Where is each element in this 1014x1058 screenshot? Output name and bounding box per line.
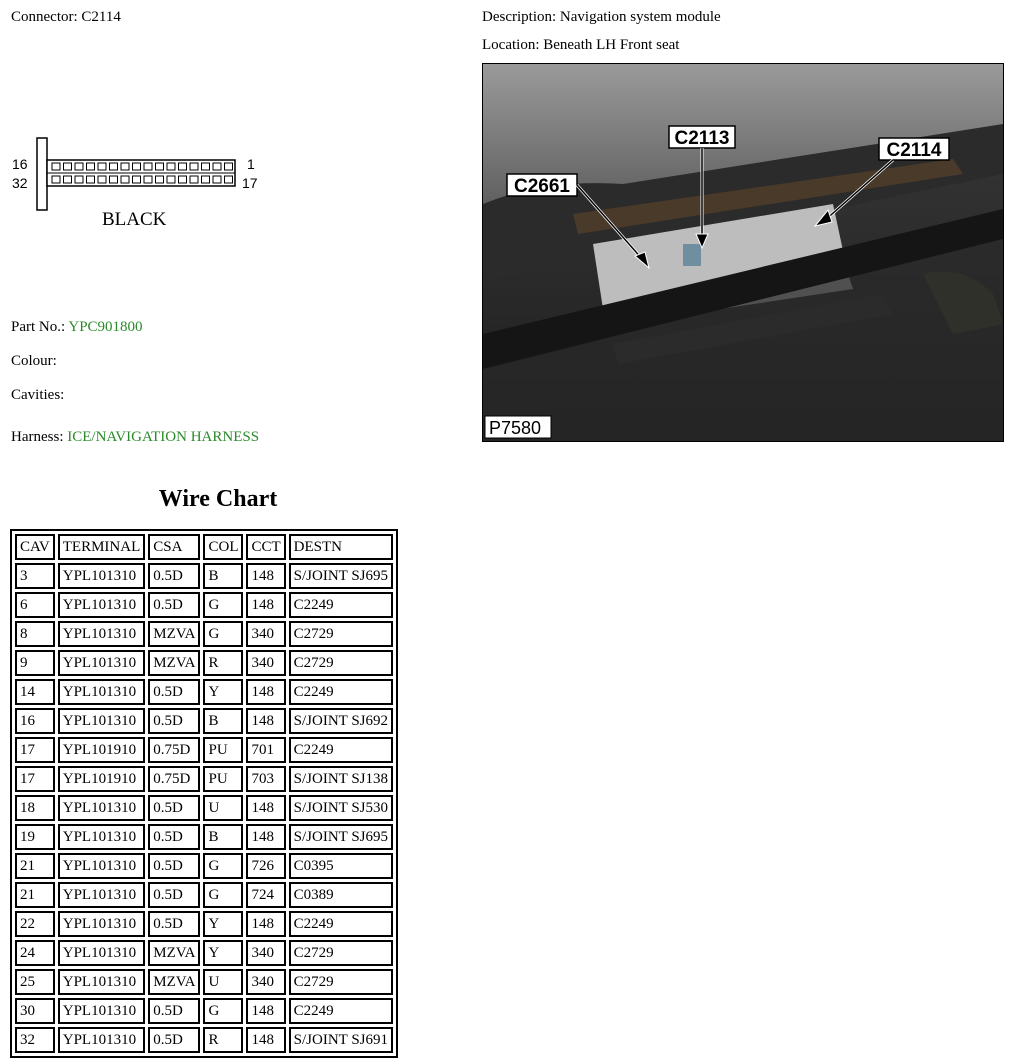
table-row — [15, 853, 393, 879]
table-cell: 22 — [15, 911, 55, 937]
description-value: Navigation system module — [559, 9, 721, 25]
table-row — [15, 969, 393, 995]
cavities-label: Cavities: — [11, 387, 65, 403]
connector-pin-cell — [110, 176, 118, 183]
table-cell: 0.75D — [148, 766, 200, 792]
table-cell: MZVA — [148, 650, 200, 676]
connector-pin-cell — [133, 176, 141, 183]
table-cell: S/JOINT SJ695 — [289, 824, 393, 850]
table-cell: R — [203, 1027, 243, 1053]
pin-label-1: 1 — [247, 156, 255, 172]
table-cell: S/JOINT SJ138 — [289, 766, 393, 792]
table-cell: U — [203, 969, 243, 995]
table-row — [15, 1027, 393, 1053]
connector-pin-cell — [98, 163, 106, 170]
table-header-row — [15, 534, 393, 560]
table-cell: 340 — [246, 969, 285, 995]
table-cell: G — [203, 998, 243, 1024]
table-cell: 17 — [15, 737, 55, 763]
table-cell: C0395 — [289, 853, 393, 879]
table-row — [15, 824, 393, 850]
table-cell: 0.5D — [148, 882, 200, 908]
table-cell: 724 — [246, 882, 285, 908]
table-cell: 0.5D — [148, 911, 200, 937]
table-cell: YPL101310 — [58, 650, 146, 676]
connector-pin-cell — [213, 163, 221, 170]
table-cell: 340 — [246, 940, 285, 966]
connector-pin-cell — [156, 176, 164, 183]
connector-pin-cell — [121, 163, 129, 170]
table-row — [15, 621, 393, 647]
connector-pin-cell — [179, 176, 187, 183]
table-cell: S/JOINT SJ692 — [289, 708, 393, 734]
table-cell: YPL101310 — [58, 853, 146, 879]
description-label: Description: — [482, 9, 557, 25]
connector-pin-cell — [144, 163, 152, 170]
table-row — [15, 940, 393, 966]
column-header: DESTN — [289, 534, 393, 560]
table-cell: S/JOINT SJ530 — [289, 795, 393, 821]
table-cell: C2729 — [289, 940, 393, 966]
table-cell: B — [203, 708, 243, 734]
harness-line — [11, 428, 259, 446]
table-cell: G — [203, 882, 243, 908]
table-cell: 148 — [246, 824, 285, 850]
connector-value: C2114 — [81, 9, 121, 25]
table-cell: YPL101310 — [58, 708, 146, 734]
table-cell: YPL101910 — [58, 737, 146, 763]
table-cell: 148 — [246, 592, 285, 618]
table-cell: G — [203, 592, 243, 618]
table-cell: YPL101910 — [58, 766, 146, 792]
connector-pin-cell — [225, 163, 233, 170]
column-header: CCT — [246, 534, 285, 560]
table-cell: 0.5D — [148, 1027, 200, 1053]
callout-c2114: C2114 — [886, 140, 942, 161]
table-cell: YPL101310 — [58, 824, 146, 850]
connector-pin-cell — [202, 176, 210, 183]
table-cell: MZVA — [148, 621, 200, 647]
connector-pin-cell — [156, 163, 164, 170]
table-row — [15, 998, 393, 1024]
table-row — [15, 766, 393, 792]
table-cell: 0.5D — [148, 795, 200, 821]
table-cell: MZVA — [148, 940, 200, 966]
table-cell: 3 — [15, 563, 55, 589]
column-header: CAV — [15, 534, 55, 560]
table-row — [15, 650, 393, 676]
table-cell: C2729 — [289, 969, 393, 995]
connector-pin-cell — [202, 163, 210, 170]
location-line — [482, 36, 679, 54]
connector-pin-cell — [225, 176, 233, 183]
table-cell: YPL101310 — [58, 592, 146, 618]
table-cell: 19 — [15, 824, 55, 850]
table-cell: G — [203, 853, 243, 879]
table-cell: C0389 — [289, 882, 393, 908]
connector-line — [11, 8, 121, 26]
harness-link[interactable]: ICE/NAVIGATION HARNESS — [67, 429, 260, 445]
table-cell: 32 — [15, 1027, 55, 1053]
table-cell: 148 — [246, 795, 285, 821]
connector-pin-cell — [110, 163, 118, 170]
table-cell: PU — [203, 737, 243, 763]
table-row — [15, 679, 393, 705]
table-row — [15, 592, 393, 618]
connector-pin-cell — [167, 163, 175, 170]
table-cell: 148 — [246, 563, 285, 589]
table-row — [15, 563, 393, 589]
location-photo — [482, 63, 1004, 442]
table-cell: 148 — [246, 998, 285, 1024]
table-cell: C2249 — [289, 679, 393, 705]
table-cell: 21 — [15, 882, 55, 908]
pin-label-17: 17 — [242, 175, 258, 191]
table-cell: 14 — [15, 679, 55, 705]
table-cell: Y — [203, 940, 243, 966]
table-cell: 16 — [15, 708, 55, 734]
connector-pin-cell — [64, 163, 72, 170]
table-cell: 148 — [246, 911, 285, 937]
connector-pin-cell — [133, 163, 141, 170]
table-cell: 25 — [15, 969, 55, 995]
table-cell: YPL101310 — [58, 940, 146, 966]
table-cell: 0.5D — [148, 592, 200, 618]
table-row — [15, 795, 393, 821]
wire-chart-title: Wire Chart — [158, 486, 278, 512]
table-cell: S/JOINT SJ691 — [289, 1027, 393, 1053]
table-cell: YPL101310 — [58, 969, 146, 995]
table-cell: C2249 — [289, 911, 393, 937]
connector-pin-cell — [190, 176, 198, 183]
connector-pin-cell — [179, 163, 187, 170]
connector-pin-cell — [75, 176, 83, 183]
table-cell: 0.5D — [148, 679, 200, 705]
harness-label: Harness: — [11, 429, 64, 445]
table-cell: 340 — [246, 650, 285, 676]
table-cell: YPL101310 — [58, 1027, 146, 1053]
table-row — [15, 911, 393, 937]
connector-pin-cell — [87, 163, 95, 170]
callout-c2661: C2661 — [514, 176, 570, 197]
table-cell: C2729 — [289, 650, 393, 676]
connector-pin-cell — [75, 163, 83, 170]
colour-label: Colour: — [11, 353, 57, 369]
table-cell: 17 — [15, 766, 55, 792]
part-no-link[interactable]: YPC901800 — [68, 319, 143, 335]
table-cell: 0.5D — [148, 998, 200, 1024]
table-cell: 0.5D — [148, 708, 200, 734]
table-cell: B — [203, 824, 243, 850]
table-cell: 726 — [246, 853, 285, 879]
table-cell: YPL101310 — [58, 998, 146, 1024]
table-cell: 30 — [15, 998, 55, 1024]
pin-label-32: 32 — [12, 175, 28, 191]
table-cell: 6 — [15, 592, 55, 618]
connector-pin-cell — [144, 176, 152, 183]
connector-pin-cell — [64, 176, 72, 183]
table-cell: MZVA — [148, 969, 200, 995]
connector-pin-cell — [213, 176, 221, 183]
photo-code: P7580 — [489, 418, 542, 438]
table-cell: Y — [203, 911, 243, 937]
table-cell: B — [203, 563, 243, 589]
table-cell: S/JOINT SJ695 — [289, 563, 393, 589]
column-header: CSA — [148, 534, 200, 560]
table-cell: YPL101310 — [58, 882, 146, 908]
column-header: COL — [203, 534, 243, 560]
table-cell: 148 — [246, 679, 285, 705]
location-value: Beneath LH Front seat — [543, 37, 680, 53]
table-cell: 701 — [246, 737, 285, 763]
table-cell: 148 — [246, 708, 285, 734]
table-cell: YPL101310 — [58, 679, 146, 705]
location-label: Location: — [482, 37, 540, 53]
connector-pin-cell — [190, 163, 198, 170]
table-cell: YPL101310 — [58, 795, 146, 821]
connector-pin-cell — [121, 176, 129, 183]
connector-pin-cell — [87, 176, 95, 183]
part-no-label: Part No.: — [11, 319, 66, 335]
wire-chart-table — [10, 529, 398, 1058]
table-cell: C2249 — [289, 592, 393, 618]
table-cell: 9 — [15, 650, 55, 676]
table-cell: R — [203, 650, 243, 676]
table-cell: 21 — [15, 853, 55, 879]
table-cell: G — [203, 621, 243, 647]
table-cell: 0.5D — [148, 824, 200, 850]
description-line — [482, 8, 721, 26]
pin-label-16: 16 — [12, 156, 28, 172]
part-no-line — [11, 318, 143, 336]
table-cell: 0.5D — [148, 563, 200, 589]
table-cell: C2729 — [289, 621, 393, 647]
connector-label: Connector: — [11, 9, 78, 25]
table-cell: YPL101310 — [58, 621, 146, 647]
connector-pin-cell — [52, 176, 60, 183]
table-cell: U — [203, 795, 243, 821]
table-cell: C2249 — [289, 737, 393, 763]
table-row — [15, 882, 393, 908]
table-cell: 0.5D — [148, 853, 200, 879]
connector-pin-cell — [98, 176, 106, 183]
table-cell: 148 — [246, 1027, 285, 1053]
table-cell: 0.75D — [148, 737, 200, 763]
table-row — [15, 708, 393, 734]
connector-pin-diagram — [10, 132, 260, 232]
table-cell: 18 — [15, 795, 55, 821]
table-cell: 340 — [246, 621, 285, 647]
callout-c2113: C2113 — [674, 128, 730, 149]
table-cell: Y — [203, 679, 243, 705]
column-header: TERMINAL — [58, 534, 146, 560]
table-cell: PU — [203, 766, 243, 792]
connector-color-label: BLACK — [102, 209, 167, 230]
connector-pin-cell — [52, 163, 60, 170]
table-cell: 703 — [246, 766, 285, 792]
table-cell: 24 — [15, 940, 55, 966]
table-cell: 8 — [15, 621, 55, 647]
colour-line — [11, 352, 57, 370]
table-cell: YPL101310 — [58, 563, 146, 589]
table-cell: C2249 — [289, 998, 393, 1024]
table-cell: YPL101310 — [58, 911, 146, 937]
connector-pin-cell — [167, 176, 175, 183]
table-row — [15, 737, 393, 763]
cavities-line — [11, 386, 64, 404]
